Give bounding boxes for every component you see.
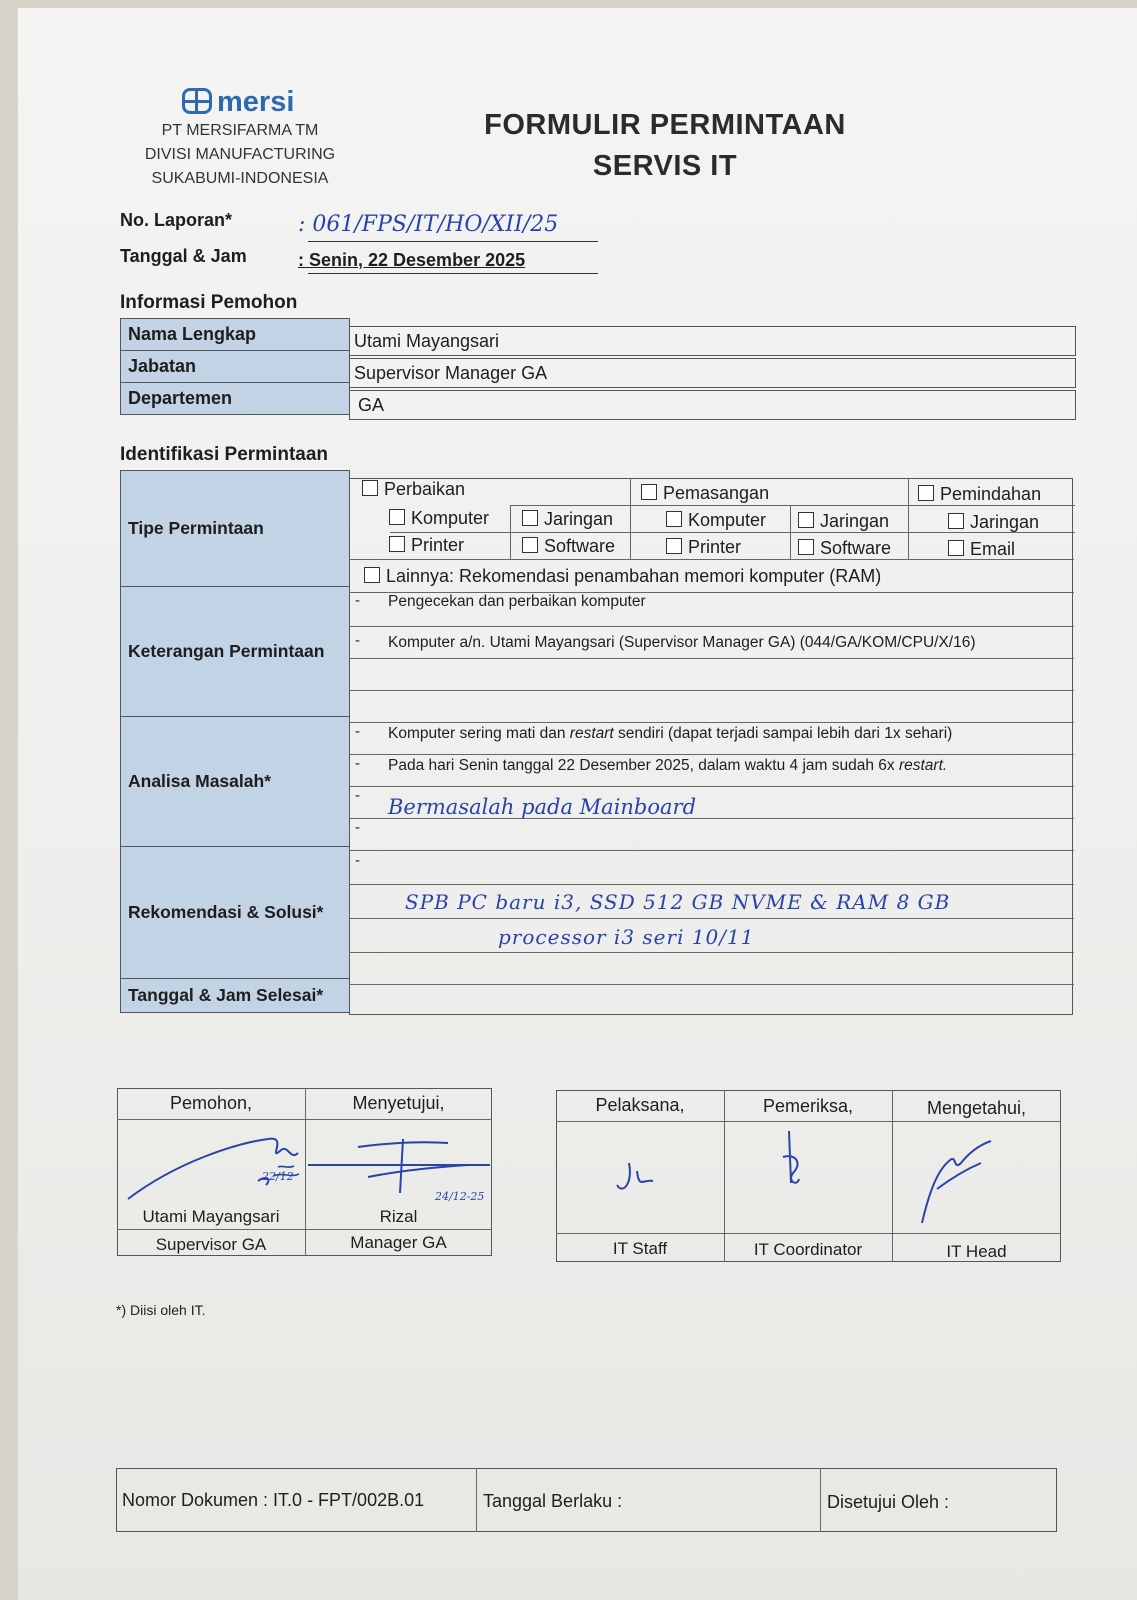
- keterangan-line-2: Komputer a/n. Utami Mayangsari (Supervisor Manager GA) (044/GA/KOM/CPU/X/16): [388, 634, 976, 651]
- sig-mengetahui-header: Mengetahui,: [926, 1098, 1027, 1118]
- checkbox-pemasangan[interactable]: Pemasangan: [641, 483, 769, 504]
- identifikasi-section-title: Identifikasi Permintaan: [120, 444, 329, 465]
- mersi-logo-icon: [182, 88, 212, 114]
- checkbox-perbaikan-komputer[interactable]: Komputer: [389, 508, 489, 529]
- sig-pemeriksa-role: IT Coordinator: [753, 1240, 863, 1259]
- sig-pelaksana-role: IT Staff: [612, 1239, 668, 1258]
- analisa-dash-2: -: [355, 755, 360, 772]
- report-date-label: Tanggal & Jam: [120, 246, 247, 266]
- sig-pemeriksa-header: Pemeriksa,: [762, 1096, 854, 1116]
- sig-pemohon-role: Supervisor GA: [155, 1235, 267, 1254]
- keterangan-label: Keterangan Permintaan: [120, 586, 350, 717]
- sig-menyetujui-date: 24/12-25: [435, 1190, 485, 1203]
- nama-label: Nama Lengkap: [120, 318, 350, 351]
- form-title-line2: SERVIS IT: [592, 150, 738, 182]
- report-no-label: No. Laporan*: [120, 210, 233, 230]
- tipe-permintaan-label: Tipe Permintaan: [120, 470, 350, 587]
- logo-text: mersi: [217, 86, 295, 118]
- footer-disetujui-oleh: Disetujui Oleh :: [827, 1492, 950, 1512]
- sig-pemohon-name: Utami Mayangsari: [142, 1207, 280, 1226]
- analisa-line-2: Pada hari Senin tanggal 22 Desember 2025, dalam waktu 4 jam sudah 6x restart.: [388, 757, 948, 774]
- sig-menyetujui-role: Manager GA: [350, 1233, 447, 1252]
- form-title-line1: FORMULIR PERMINTAAN: [484, 109, 846, 141]
- rekomendasi-handwritten-2: processor i3 seri 10/11: [498, 925, 755, 949]
- checkbox-perbaikan-software[interactable]: Software: [522, 536, 615, 557]
- checkbox-lainnya[interactable]: Lainnya: Rekomendasi penambahan memori komputer (RAM): [364, 566, 881, 587]
- checkbox-perbaikan-jaringan[interactable]: Jaringan: [522, 509, 613, 530]
- departemen-label: Departemen: [120, 382, 350, 415]
- checkbox-pemasangan-software[interactable]: Software: [798, 538, 891, 559]
- keterangan-line-1: Pengecekan dan perbaikan komputer: [388, 593, 646, 610]
- sig-pemohon-header: Pemohon,: [169, 1093, 253, 1113]
- checkbox-perbaikan-printer[interactable]: Printer: [389, 535, 464, 556]
- signature-strokes-right: [557, 1123, 1060, 1231]
- sig-menyetujui-name: Rizal: [379, 1207, 418, 1226]
- checkbox-pemasangan-jaringan[interactable]: Jaringan: [798, 511, 889, 532]
- checkbox-pemindahan[interactable]: Pemindahan: [918, 484, 1041, 505]
- company-division: DIVISI MANUFACTURING: [144, 146, 336, 163]
- departemen-value: GA: [349, 390, 1076, 420]
- rekomendasi-handwritten-1: SPB PC baru i3, SSD 512 GB NVME & RAM 8 GB: [405, 890, 951, 914]
- analisa-dash-3: -: [355, 787, 360, 804]
- sig-pemohon-date: 22/12: [262, 1170, 294, 1183]
- keterangan-dash-2: -: [355, 632, 360, 649]
- sig-pelaksana-header: Pelaksana,: [595, 1095, 685, 1115]
- rekomendasi-label: Rekomendasi & Solusi*: [120, 846, 350, 979]
- selesai-label: Tanggal & Jam Selesai*: [120, 978, 350, 1013]
- checkbox-perbaikan[interactable]: Perbaikan: [362, 479, 465, 500]
- jabatan-value: Supervisor Manager GA: [349, 358, 1076, 388]
- nama-value: Utami Mayangsari: [349, 326, 1076, 356]
- analisa-dash-1: -: [355, 723, 360, 740]
- company-name: PT MERSIFARMA TM: [161, 122, 319, 139]
- rekomendasi-dash: -: [355, 852, 360, 869]
- sig-mengetahui-role: IT Head: [946, 1242, 1007, 1261]
- analisa-line-1: Komputer sering mati dan restart sendiri (dapat terjadi sampai lebih dari 1x sehari): [388, 725, 953, 742]
- analisa-dash-4: -: [355, 819, 360, 836]
- pemohon-section-title: Informasi Pemohon: [120, 292, 298, 313]
- checkbox-pemindahan-jaringan[interactable]: Jaringan: [948, 512, 1039, 533]
- footnote: *) Diisi oleh IT.: [116, 1302, 206, 1318]
- analisa-label: Analisa Masalah*: [120, 716, 350, 847]
- checkbox-pemasangan-printer[interactable]: Printer: [666, 537, 741, 558]
- keterangan-dash-1: -: [355, 592, 360, 609]
- report-date-value: : Senin, 22 Desember 2025: [298, 250, 526, 270]
- report-no-value: : 061/FPS/IT/HO/XII/25: [298, 212, 559, 237]
- checkbox-pemindahan-email[interactable]: Email: [948, 539, 1015, 560]
- company-location: SUKABUMI-INDONESIA: [151, 170, 329, 187]
- footer-nomor-dokumen: Nomor Dokumen : IT.0 - FPT/002B.01: [122, 1490, 425, 1510]
- checkbox-pemasangan-komputer[interactable]: Komputer: [666, 510, 766, 531]
- jabatan-label: Jabatan: [120, 350, 350, 383]
- analisa-handwritten: Bermasalah pada Mainboard: [388, 795, 697, 819]
- footer-tanggal-berlaku: Tanggal Berlaku :: [483, 1491, 623, 1511]
- sig-menyetujui-header: Menyetujui,: [352, 1093, 445, 1113]
